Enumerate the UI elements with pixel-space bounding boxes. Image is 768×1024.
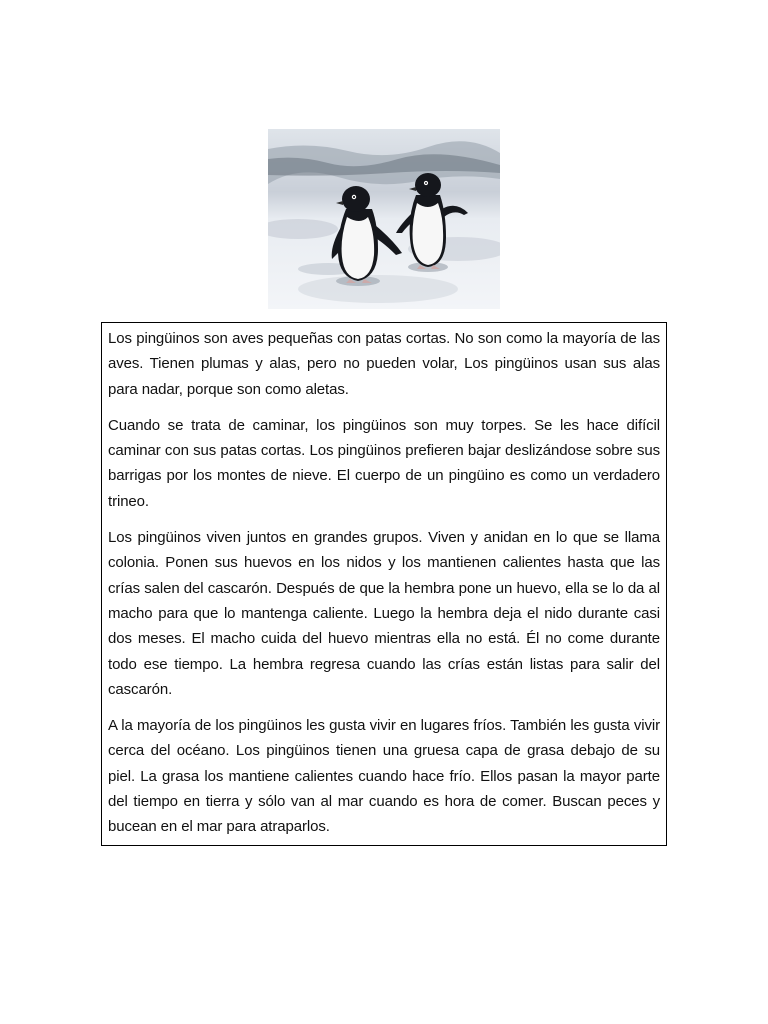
- penguin-photo-illustration: [268, 129, 500, 309]
- paragraph-4: A la mayoría de los pingüinos les gusta vivir en lugares fríos. También les gusta vivir cerca del océano. Los pingüinos tienen una gruesa capa de grasa debajo de su piel. La grasa los mantiene calientes cuando hace frío. Ellos pasan la mayor parte del tiempo en tierra y sólo van al mar cuando es hora de comer. Buscan peces y bucean en el mar para atraparlos.: [108, 717, 660, 836]
- penguin-photo: [268, 129, 500, 309]
- paragraph-3: Los pingüinos viven juntos en grandes grupos. Viven y anidan en lo que se llama colonia. Ponen sus huevos en los nidos y los mantienen calientes hasta que las crías salen del cascarón. Después de que la hembra pone un huevo, ella se lo da al macho para que lo mantenga caliente. Luego la hembra deja el nido durante casi dos meses. El macho cuida del huevo mientras ella no está. Él no come durante todo ese tiempo. La hembra regresa cuando las crías están listas para salir del cascarón.: [108, 529, 660, 698]
- article-text-box: [101, 322, 667, 846]
- paragraph-2: Cuando se trata de caminar, los pingüinos son muy torpes. Se les hace difícil caminar con sus patas cortas. Los pingüinos prefieren bajar deslizándose sobre sus barrigas por los montes de nieve. El cuerpo de un pingüino es como un verdadero trineo.: [108, 416, 660, 510]
- paragraph-1: Los pingüinos son aves pequeñas con patas cortas. No son como la mayoría de las aves. Tienen plumas y alas, pero no pueden volar, Los pingüinos usan sus alas para nadar, porque son como aletas.: [108, 330, 660, 398]
